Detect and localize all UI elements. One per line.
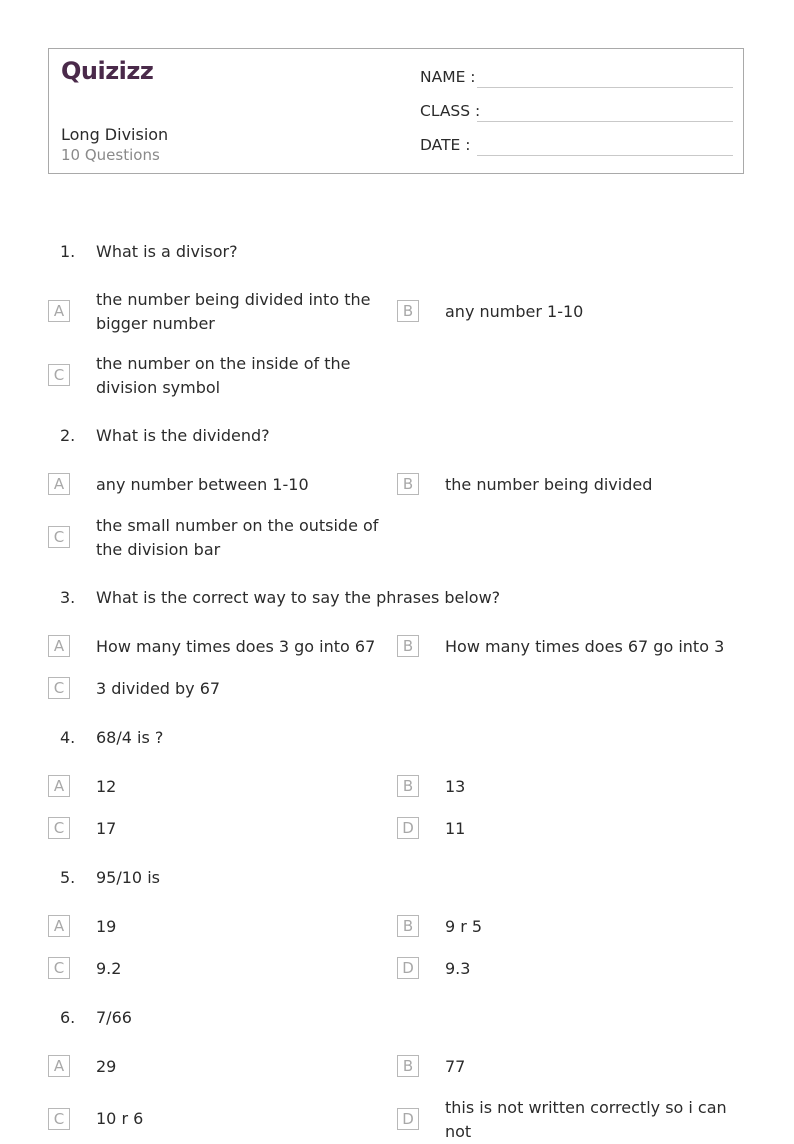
option-text: any number between 1-10 (96, 475, 309, 494)
question-text: 68/4 is ? (96, 728, 164, 747)
option-letter-box[interactable]: B (397, 473, 419, 495)
question-text: 95/10 is (96, 868, 160, 887)
option-text: 11 (445, 819, 466, 838)
option-text: 10 r 6 (96, 1109, 144, 1128)
option-letter-box[interactable]: B (397, 775, 419, 797)
worksheet-header (48, 48, 744, 174)
question-number: 5. (60, 868, 76, 887)
option-letter-box[interactable]: C (48, 1108, 70, 1130)
option-text: this is not written correctly so i can not (445, 1098, 727, 1141)
question-number: 3. (60, 588, 76, 607)
option-letter-box[interactable]: A (48, 915, 70, 937)
option-text: 13 (445, 777, 466, 796)
question-text: 7/66 (96, 1008, 132, 1027)
name-field[interactable] (420, 68, 476, 86)
name-label: NAME : (420, 68, 476, 86)
question-text: What is the correct way to say the phrases below? (96, 588, 501, 607)
option-text: the number being divided (445, 475, 653, 494)
date-field[interactable] (420, 136, 470, 154)
option-text: How many times does 3 go into 67 (96, 637, 376, 656)
question-text: What is a divisor? (96, 242, 238, 261)
option-letter-box[interactable]: C (48, 817, 70, 839)
option-letter-box[interactable]: C (48, 526, 70, 548)
option-text: 12 (96, 777, 117, 796)
option-text: 77 (445, 1057, 466, 1076)
option-text: 29 (96, 1057, 117, 1076)
option-letter-box[interactable]: B (397, 1055, 419, 1077)
option-text: the number being divided into the bigger number (96, 290, 371, 333)
class-line[interactable] (477, 121, 733, 122)
date-label: DATE : (420, 136, 471, 154)
option-text: 17 (96, 819, 117, 838)
option-text: 9.3 (445, 959, 471, 978)
option-letter-box[interactable]: C (48, 677, 70, 699)
question-number: 4. (60, 728, 76, 747)
option-letter-box[interactable]: A (48, 1055, 70, 1077)
option-letter-box[interactable]: D (397, 1108, 419, 1130)
question-text: What is the dividend? (96, 426, 270, 445)
option-letter-box[interactable]: C (48, 957, 70, 979)
option-text: 9 r 5 (445, 917, 483, 936)
option-text: the small number on the outside of the division bar (96, 516, 379, 559)
question-count: 10 Questions (61, 146, 160, 164)
option-text: 19 (96, 917, 117, 936)
option-letter-box[interactable]: B (397, 915, 419, 937)
option-letter-box[interactable]: D (397, 817, 419, 839)
worksheet-title: Long Division (61, 125, 169, 144)
option-letter-box[interactable]: A (48, 300, 70, 322)
option-text: the number on the inside of the division symbol (96, 354, 351, 397)
quizizz-logo: Quizizz (61, 57, 154, 85)
option-letter-box[interactable]: B (397, 300, 419, 322)
option-letter-box[interactable]: A (48, 635, 70, 657)
name-line[interactable] (477, 87, 733, 88)
question-number: 1. (60, 242, 76, 261)
option-letter-box[interactable]: A (48, 775, 70, 797)
option-text: 3 divided by 67 (96, 679, 221, 698)
option-letter-box[interactable]: B (397, 635, 419, 657)
option-text: How many times does 67 go into 3 (445, 637, 725, 656)
option-text: 9.2 (96, 959, 122, 978)
date-line[interactable] (477, 155, 733, 156)
class-field[interactable] (420, 102, 480, 120)
question-number: 2. (60, 426, 76, 445)
option-letter-box[interactable]: A (48, 473, 70, 495)
option-letter-box[interactable]: D (397, 957, 419, 979)
question-number: 6. (60, 1008, 76, 1027)
option-text: any number 1-10 (445, 302, 584, 321)
option-letter-box[interactable]: C (48, 364, 70, 386)
class-label: CLASS : (420, 102, 481, 120)
